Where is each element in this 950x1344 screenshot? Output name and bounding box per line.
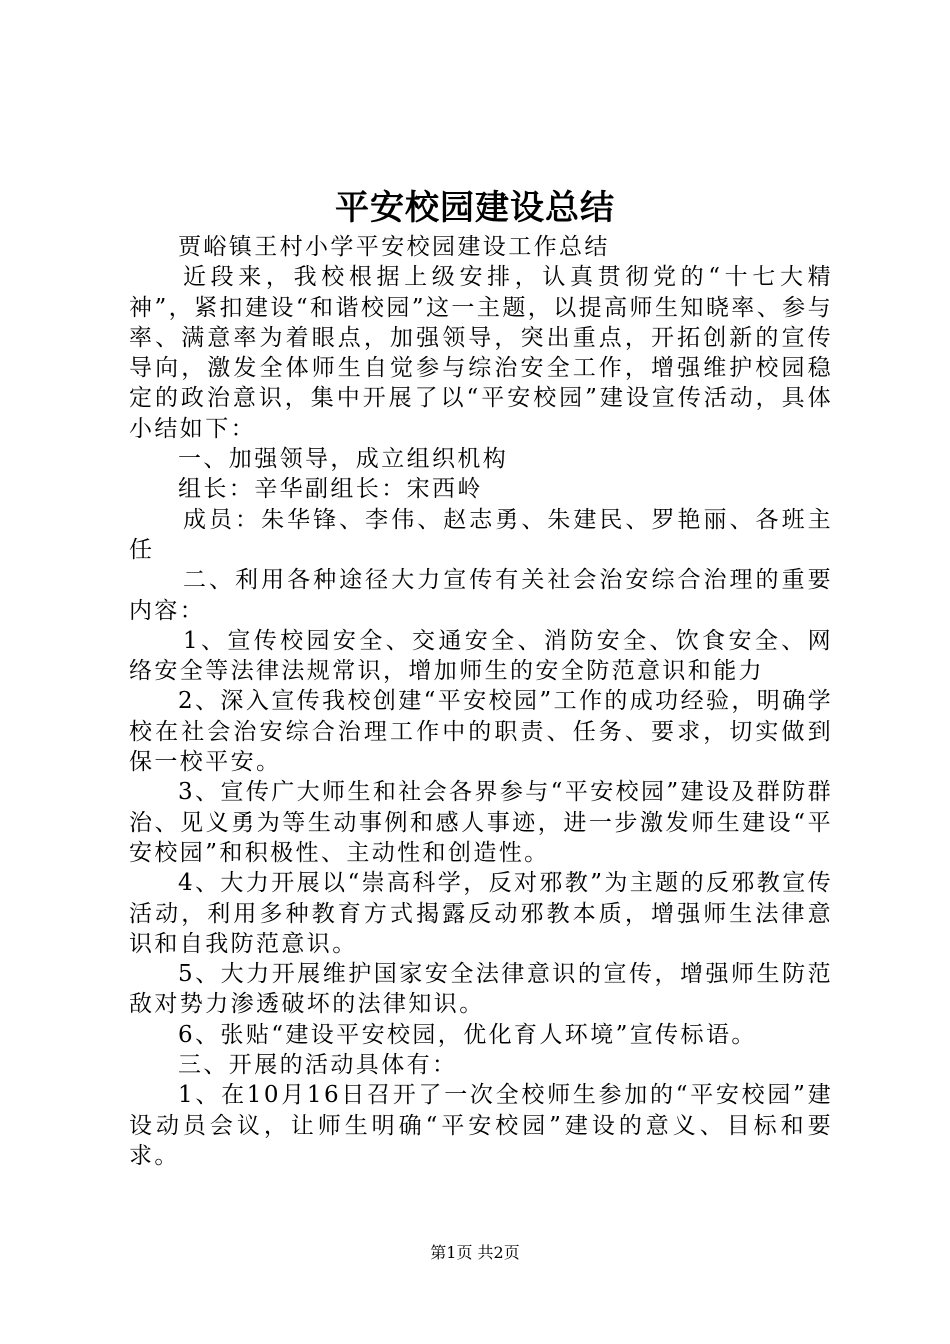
document-paragraph: 4、大力开展以“崇高科学，反对邪教”为主题的反邪教宣传活动，利用多种教育方式揭露反动邪教本质，增强师生法律意识和自我防范意识。	[129, 870, 833, 957]
page-footer: 第1页 共2页	[430, 1243, 520, 1262]
document-paragraph: 三、开展的活动具体有：	[178, 1052, 458, 1079]
document-paragraph: 贾峪镇王村小学平安校园建设工作总结	[178, 234, 610, 260]
document-paragraph: 组长：辛华副组长：宋西岭	[178, 476, 483, 503]
document-paragraph: 5、大力开展维护国家安全法律意识的宣传，增强师生防范敌对势力渗透破坏的法律知识。	[129, 961, 833, 1018]
document-paragraph: 1、在10月16日召开了一次全校师生参加的“平安校园”建设动员会议，让师生明确“平安校园”建设的意义、目标和要求。	[129, 1082, 833, 1169]
document-title: 平安校园建设总结	[335, 188, 615, 228]
document-paragraph: 6、张贴“建设平安校园，优化育人环境”宣传标语。	[178, 1021, 757, 1048]
document-paragraph: 二、利用各种途径大力宣传有关社会治安综合治理的重要内容：	[129, 567, 833, 624]
document-body	[129, 232, 833, 1171]
document-paragraph: 成员：朱华锋、李伟、赵志勇、朱建民、罗艳丽、各班主任	[129, 506, 833, 563]
document-paragraph: 1、宣传校园安全、交通安全、消防安全、饮食安全、网络安全等法律法规常识，增加师生的安全防范意识和能力	[129, 627, 833, 685]
document-paragraph: 3、宣传广大师生和社会各界参与“平安校园”建设及群防群治、见义勇为等生动事例和感人事迹，进一步激发师生建设“平安校园”和积极性、主动性和创造性。	[129, 779, 833, 866]
document-paragraph: 2、深入宣传我校创建“平安校园”工作的成功经验，明确学校在社会治安综合治理工作中的职责、任务、要求，切实做到保一校平安。	[129, 688, 833, 776]
document-paragraph: 近段来，我校根据上级安排，认真贯彻党的“十七大精神”，紧扣建设“和谐校园”这一主题，以提高师生知晓率、参与率、满意率为着眼点，加强领导，突出重点，开拓创新的宣传导向，激发全体师生自觉参与综治安全工作，增强维护校园稳定的政治意识，集中开展了以“平安校园”建设宣传活动，具体小结如下：	[129, 264, 833, 442]
document-paragraph: 一、加强领导，成立组织机构	[178, 446, 509, 473]
